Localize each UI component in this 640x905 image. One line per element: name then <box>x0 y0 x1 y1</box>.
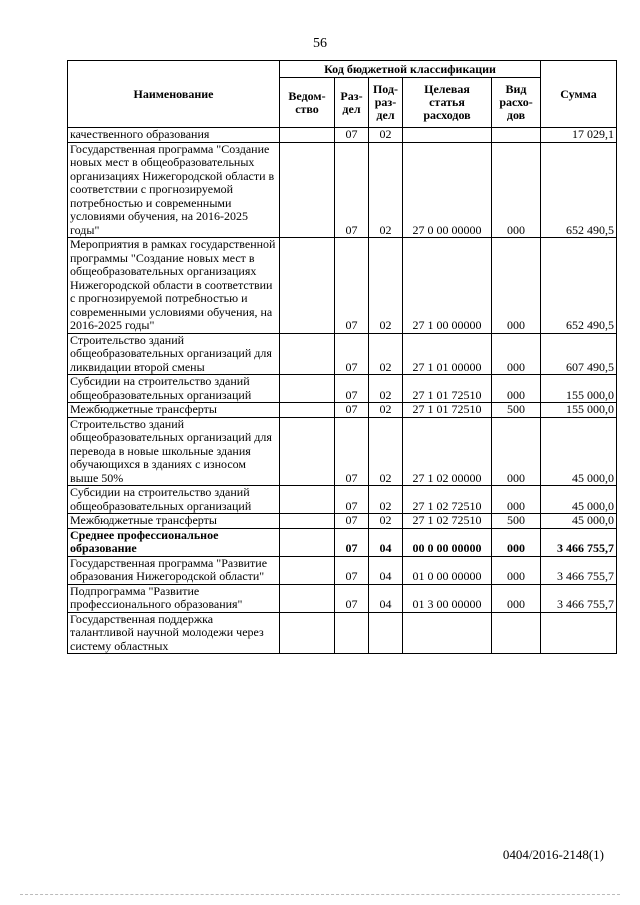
name-cell: Среднее профессиональное образование <box>68 528 280 556</box>
name-cell: Государственная программа "Развитие образования Нижегородской области" <box>68 556 280 584</box>
type-cell: 000 <box>492 375 541 403</box>
subsection-cell: 04 <box>369 528 403 556</box>
table-row <box>68 417 617 486</box>
sum-cell: 3 466 755,7 <box>541 584 617 612</box>
table-row <box>68 333 617 375</box>
sum-cell: 45 000,0 <box>541 417 617 486</box>
target-cell: 27 1 01 72510 <box>403 403 492 418</box>
dept-cell <box>280 375 335 403</box>
target-cell: 27 1 02 72510 <box>403 486 492 514</box>
dept-cell <box>280 556 335 584</box>
target-cell <box>403 612 492 654</box>
name-cell: Строительство зданий общеобразовательных организаций для ликвидации второй смены <box>68 333 280 375</box>
sum-cell: 155 000,0 <box>541 403 617 418</box>
type-cell: 000 <box>492 333 541 375</box>
sum-cell <box>541 612 617 654</box>
header-dept: Ведом- ство <box>280 78 335 128</box>
name-cell: качественного образования <box>68 128 280 143</box>
target-cell: 27 1 01 72510 <box>403 375 492 403</box>
target-cell: 27 1 02 72510 <box>403 514 492 529</box>
name-cell: Межбюджетные трансферты <box>68 514 280 529</box>
type-cell: 000 <box>492 556 541 584</box>
subsection-cell <box>369 612 403 654</box>
table-row <box>68 514 617 529</box>
header-name: Наименование <box>68 61 280 128</box>
sum-cell: 3 466 755,7 <box>541 528 617 556</box>
subsection-cell: 02 <box>369 486 403 514</box>
target-cell: 27 1 02 00000 <box>403 417 492 486</box>
dept-cell <box>280 238 335 334</box>
type-cell: 000 <box>492 486 541 514</box>
table-row <box>68 612 617 654</box>
section-cell: 07 <box>335 142 369 238</box>
name-cell: Межбюджетные трансферты <box>68 403 280 418</box>
type-cell: 000 <box>492 528 541 556</box>
table-row <box>68 375 617 403</box>
target-cell: 27 1 01 00000 <box>403 333 492 375</box>
name-cell: Государственная программа "Создание новых мест в общеобразовательных организациях Нижегородской области в соответствии с прогнозируемой потребностью и современными условиями обучения, на 2016-2025 годы" <box>68 142 280 238</box>
type-cell: 000 <box>492 142 541 238</box>
sum-cell: 607 490,5 <box>541 333 617 375</box>
subsection-cell: 04 <box>369 556 403 584</box>
header-sum: Сумма <box>541 61 617 128</box>
section-cell: 07 <box>335 333 369 375</box>
type-cell <box>492 128 541 143</box>
subsection-cell: 02 <box>369 142 403 238</box>
target-cell: 27 1 00 00000 <box>403 238 492 334</box>
dept-cell <box>280 417 335 486</box>
table-row <box>68 403 617 418</box>
section-cell: 07 <box>335 584 369 612</box>
section-cell: 07 <box>335 514 369 529</box>
header-target: Целевая статья расходов <box>403 78 492 128</box>
header-section: Раз- дел <box>335 78 369 128</box>
page-number: 56 <box>313 36 327 51</box>
subsection-cell: 02 <box>369 375 403 403</box>
name-cell: Государственная поддержка талантливой научной молодежи через систему областных <box>68 612 280 654</box>
subsection-cell: 04 <box>369 584 403 612</box>
name-cell: Подпрограмма "Развитие профессионального образования" <box>68 584 280 612</box>
section-cell <box>335 612 369 654</box>
document-code: 0404/2016-2148(1) <box>502 847 604 862</box>
dept-cell <box>280 486 335 514</box>
dept-cell <box>280 612 335 654</box>
sum-cell: 652 490,5 <box>541 142 617 238</box>
dept-cell <box>280 128 335 143</box>
table-row <box>68 486 617 514</box>
dept-cell <box>280 514 335 529</box>
type-cell: 000 <box>492 584 541 612</box>
type-cell <box>492 612 541 654</box>
bottom-divider <box>20 894 620 895</box>
target-cell: 27 0 00 00000 <box>403 142 492 238</box>
section-cell: 07 <box>335 486 369 514</box>
sum-cell: 45 000,0 <box>541 514 617 529</box>
subsection-cell: 02 <box>369 514 403 529</box>
dept-cell <box>280 142 335 238</box>
type-cell: 000 <box>492 417 541 486</box>
sum-cell: 17 029,1 <box>541 128 617 143</box>
sum-cell: 155 000,0 <box>541 375 617 403</box>
sum-cell: 45 000,0 <box>541 486 617 514</box>
table-row <box>68 528 617 556</box>
header-type: Вид расхо- дов <box>492 78 541 128</box>
sum-cell: 652 490,5 <box>541 238 617 334</box>
dept-cell <box>280 528 335 556</box>
dept-cell <box>280 584 335 612</box>
dept-cell <box>280 403 335 418</box>
name-cell: Мероприятия в рамках государственной программы "Создание новых мест в общеобразовательных организациях Нижегородской области в соответствии с прогнозируемой потребностью и современными условиями обучения, на 2016-2025 годы" <box>68 238 280 334</box>
section-cell: 07 <box>335 238 369 334</box>
table-row <box>68 584 617 612</box>
table-row <box>68 238 617 334</box>
section-cell: 07 <box>335 556 369 584</box>
target-cell: 00 0 00 00000 <box>403 528 492 556</box>
type-cell: 500 <box>492 514 541 529</box>
budget-table <box>67 60 617 654</box>
section-cell: 07 <box>335 528 369 556</box>
table-row <box>68 128 617 143</box>
name-cell: Субсидии на строительство зданий общеобразовательных организаций <box>68 486 280 514</box>
sum-cell: 3 466 755,7 <box>541 556 617 584</box>
dept-cell <box>280 333 335 375</box>
header-subsection: Под- раз- дел <box>369 78 403 128</box>
target-cell <box>403 128 492 143</box>
type-cell: 500 <box>492 403 541 418</box>
type-cell: 000 <box>492 238 541 334</box>
name-cell: Строительство зданий общеобразовательных организаций для перевода в новые школьные здания обучающихся в зданиях с износом выше 50% <box>68 417 280 486</box>
table-row <box>68 142 617 238</box>
section-cell: 07 <box>335 375 369 403</box>
target-cell: 01 0 00 00000 <box>403 556 492 584</box>
subsection-cell: 02 <box>369 417 403 486</box>
section-cell: 07 <box>335 403 369 418</box>
header-classification-group: Код бюджетной классификации <box>280 61 541 78</box>
target-cell: 01 3 00 00000 <box>403 584 492 612</box>
section-cell: 07 <box>335 128 369 143</box>
subsection-cell: 02 <box>369 238 403 334</box>
section-cell: 07 <box>335 417 369 486</box>
subsection-cell: 02 <box>369 128 403 143</box>
table-row <box>68 556 617 584</box>
table-body <box>68 128 617 654</box>
subsection-cell: 02 <box>369 403 403 418</box>
name-cell: Субсидии на строительство зданий общеобразовательных организаций <box>68 375 280 403</box>
subsection-cell: 02 <box>369 333 403 375</box>
